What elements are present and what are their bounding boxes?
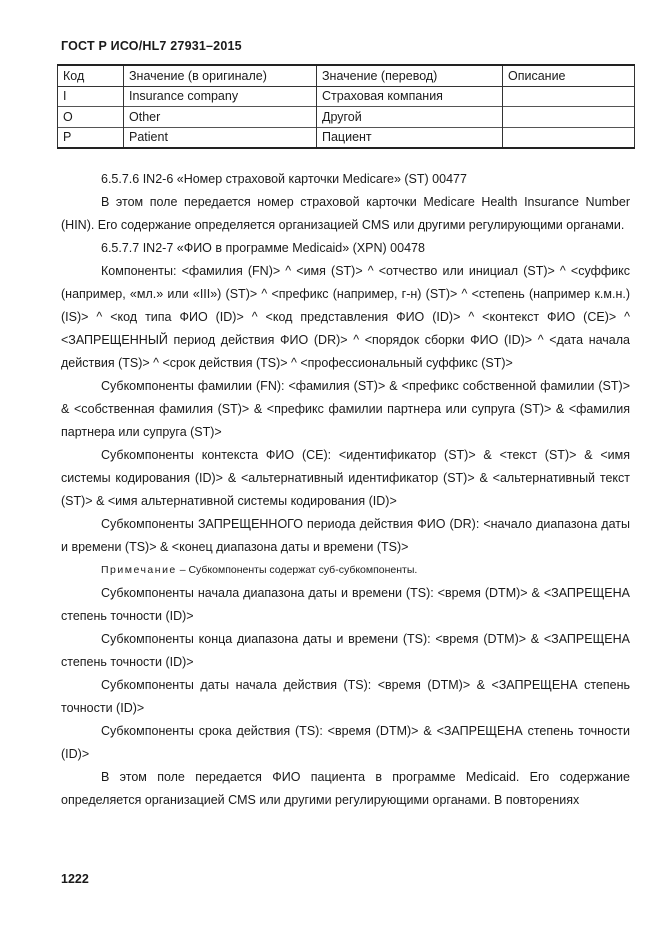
paragraph: В этом поле передается ФИО пациента в программе Medicaid. Его содержание определяется организацией CMS или другими регулирующими органами. В повторениях	[61, 770, 630, 807]
section-heading-in2-7: 6.5.7.7 IN2-7 «ФИО в программе Medicaid» (XPN) 00478	[101, 241, 425, 255]
table-row	[58, 127, 635, 148]
cell-original: Other	[124, 107, 317, 128]
body-text	[61, 168, 630, 812]
cell-original: Patient	[124, 127, 317, 148]
note-text: – Субкомпоненты содержат суб-субкомпоненты.	[176, 564, 418, 576]
column-header-description: Описание	[503, 65, 635, 86]
table-header-row	[58, 65, 635, 86]
column-header-original: Значение (в оригинале)	[124, 65, 317, 86]
column-header-code: Код	[58, 65, 124, 86]
cell-code: P	[58, 127, 124, 148]
paragraph: В этом поле передается номер страховой карточки Medicare Health Insurance Number (HIN). Его содержание определяется организацией CMS или другими регулирующими органами.	[61, 195, 630, 232]
table-row	[58, 86, 635, 107]
note	[61, 559, 630, 582]
paragraph: Субкомпоненты контекста ФИО (CE): <идентификатор (ST)> & <текст (ST)> & <имя системы кодирования (ID)> & <альтернативный идентификатор (ST)> & <альтернативный текст (ST)> & <имя альтернативной системы кодирования (ID)>	[61, 448, 630, 508]
paragraph: Субкомпоненты даты начала действия (TS): <время (DTM)> & <ЗАПРЕЩЕНА степень точности (ID)>	[61, 678, 630, 715]
cell-description	[503, 86, 635, 107]
cell-translation: Другой	[317, 107, 503, 128]
cell-code: I	[58, 86, 124, 107]
cell-translation: Страховая компания	[317, 86, 503, 107]
cell-code: O	[58, 107, 124, 128]
cell-translation: Пациент	[317, 127, 503, 148]
paragraph: Субкомпоненты фамилии (FN): <фамилия (ST)> & <префикс собственной фамилии (ST)> & <собственная фамилия (ST)> & <префикс фамилии партнера или супруга (ST)> & <фамилия партнера или супруга (ST)>	[61, 379, 630, 439]
paragraph: Субкомпоненты срока действия (TS): <время (DTM)> & <ЗАПРЕЩЕНА степень точности (ID)>	[61, 724, 630, 761]
paragraph: Субкомпоненты конца диапазона даты и времени (TS): <время (DTM)> & <ЗАПРЕЩЕНА степень точности (ID)>	[61, 632, 630, 669]
paragraph: Субкомпоненты ЗАПРЕЩЕННОГО периода действия ФИО (DR): <начало диапазона даты и времени (TS)> & <конец диапазона даты и времени (TS)>	[61, 517, 630, 554]
section-heading-in2-6: 6.5.7.6 IN2-6 «Номер страховой карточки Medicare» (ST) 00477	[101, 172, 467, 186]
paragraph: Субкомпоненты начала диапазона даты и времени (TS): <время (DTM)> & <ЗАПРЕЩЕНА степень точности (ID)>	[61, 586, 630, 623]
page-number: 1222	[61, 872, 89, 886]
cell-description	[503, 127, 635, 148]
code-table	[57, 64, 635, 149]
note-label: Примечание	[101, 564, 177, 576]
column-header-translation: Значение (перевод)	[317, 65, 503, 86]
table-row	[58, 107, 635, 128]
paragraph: Компоненты: <фамилия (FN)> ^ <имя (ST)> ^ <отчество или инициал (ST)> ^ <суффикс (например, «мл.» или «III») (ST)> ^ <префикс (например, г-н) (ST)> ^ <степень (например к.м.н.) (IS)> ^ <код типа ФИО (ID)> ^ <код представления ФИО (ID)> ^ <контекст ФИО (CE)> ^ <ЗАПРЕЩЕННЫЙ период действия ФИО (DR)> ^ <порядок сборки ФИО (ID)> ^ <дата начала действия (TS)> ^ <срок действия (TS)> ^ <профессиональный суффикс (ST)>	[61, 264, 630, 370]
cell-original: Insurance company	[124, 86, 317, 107]
cell-description	[503, 107, 635, 128]
page-header-title: ГОСТ Р ИСО/HL7 27931–2015	[61, 39, 242, 53]
